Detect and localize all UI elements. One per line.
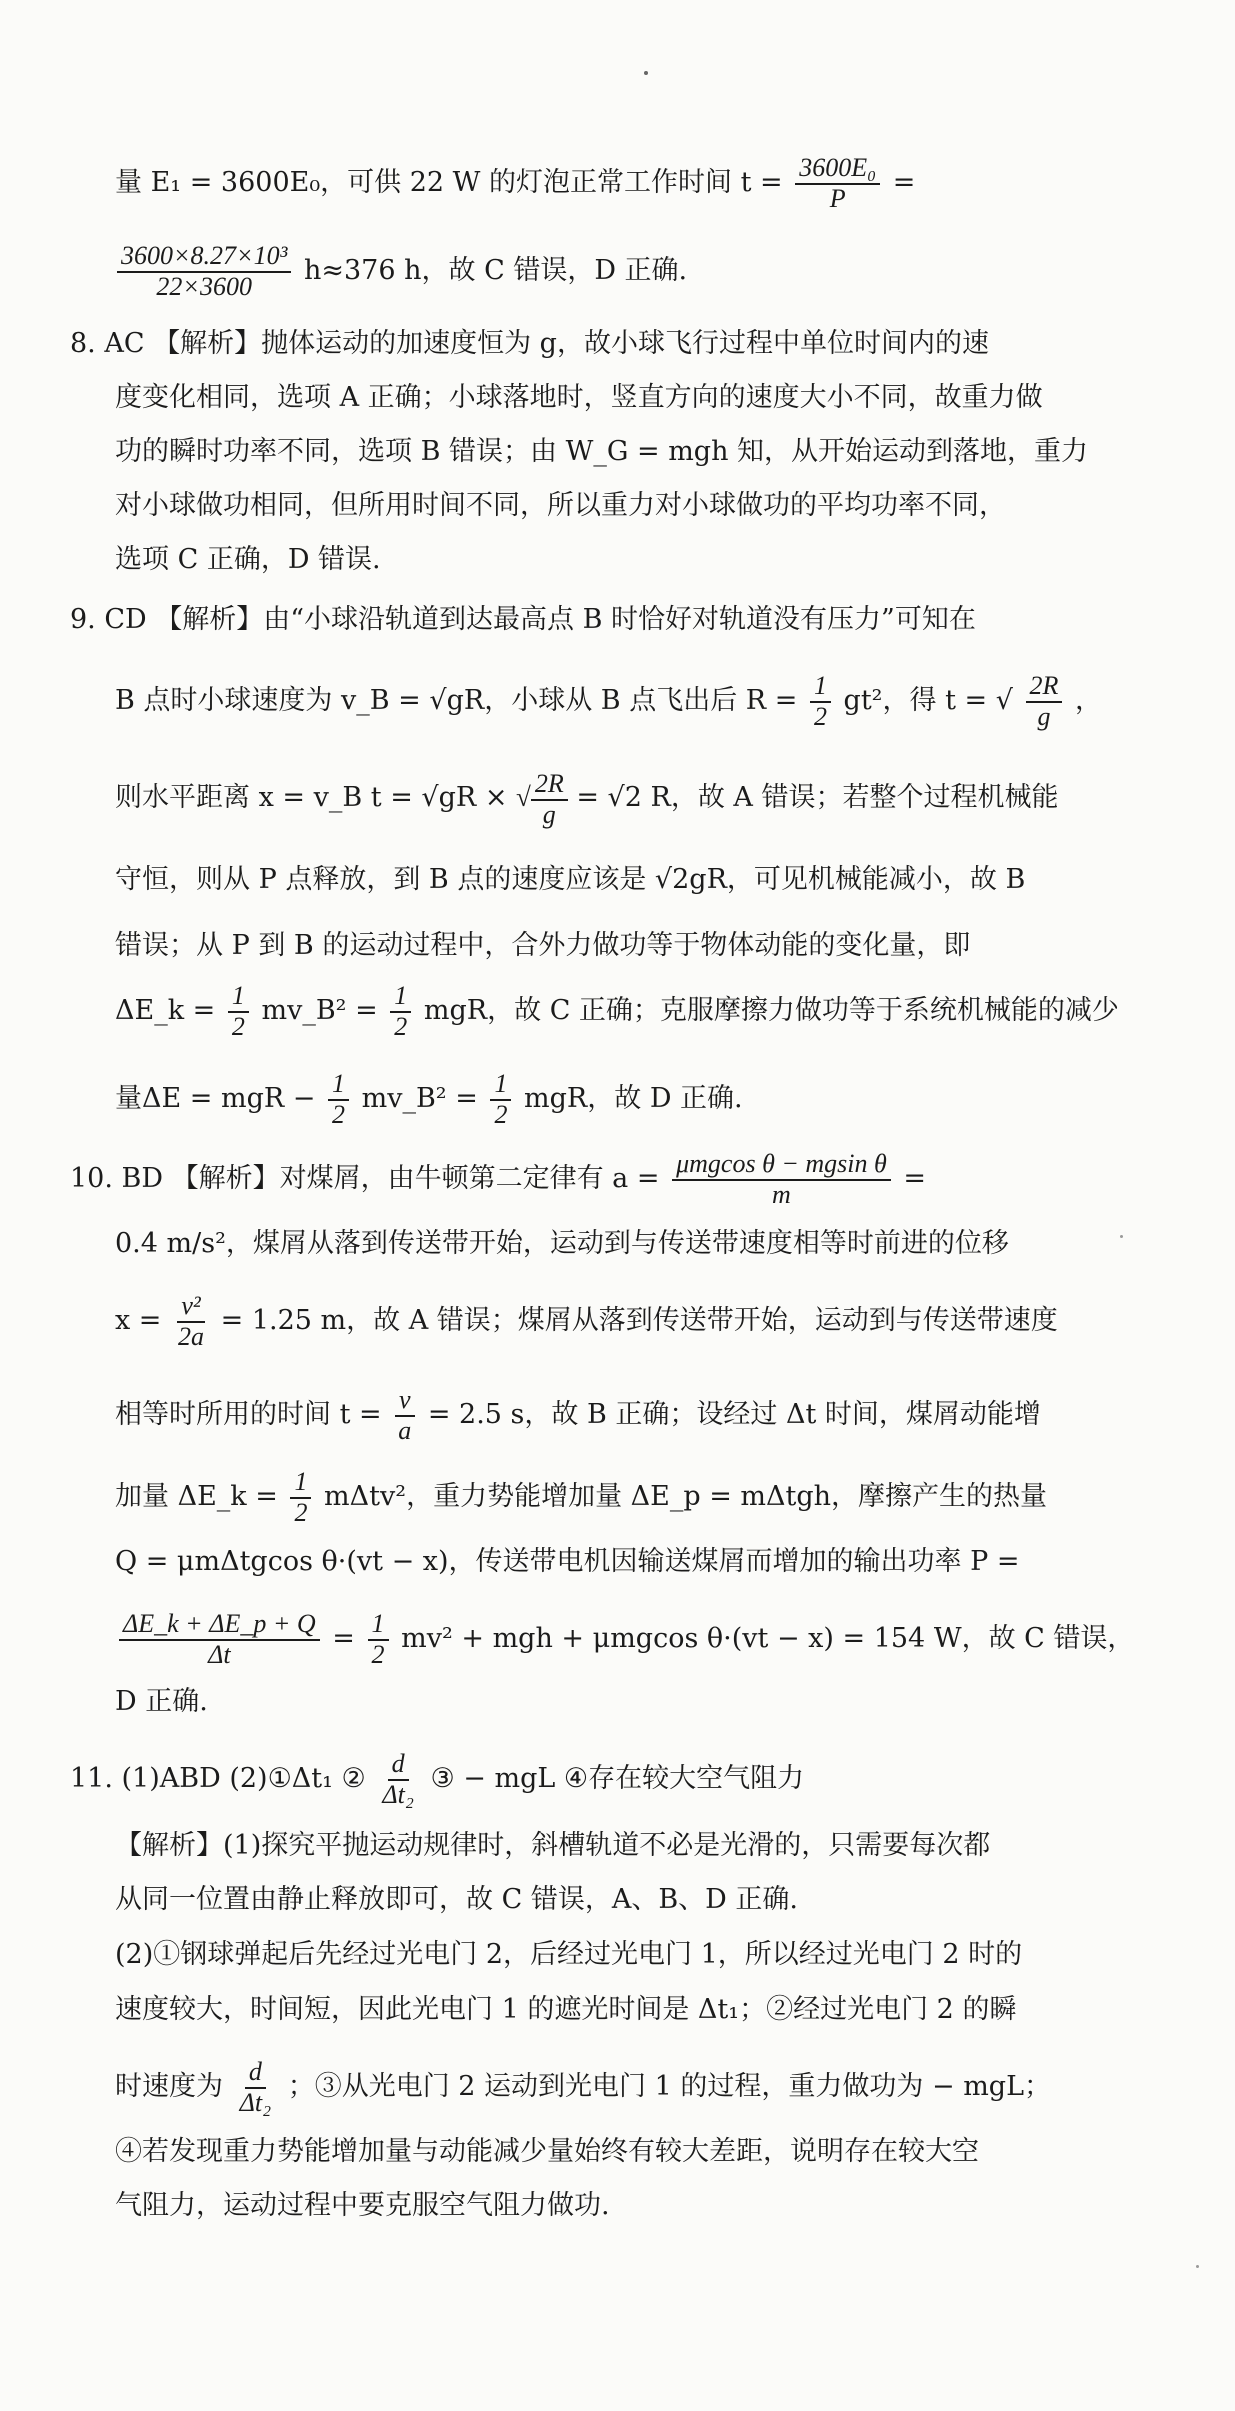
fraction: $\frac{d}{\text{Δt₂}}$ [239, 2057, 272, 2117]
question-8-line: 8. AC 【解析】抛体运动的加速度恒为 g，故小球飞行过程中单位时间内的速 [70, 328, 989, 359]
text-line: 量ΔE = mgR − $\frac{1}{2}$ mv_B² = $\frac{1}{2}$ mgR，故 D 正确. [115, 1069, 743, 1129]
text-line: 功的瞬时功率不同，选项 B 错误；由 W_G = mgh 知，从开始运动到落地，重力 [115, 436, 1089, 467]
text-line: ΔE_k = $\frac{1}{2}$ mv_B² = $\frac{1}{2}$ mgR，故 C 正确；克服摩擦力做功等于系统机械能的减少 [115, 981, 1119, 1041]
text-line: $\frac{\Delta E\_k + \Delta E\_p + Q}{\Delta t}$ = $\frac{1}{2}$ mv² + mgh + μmgcos θ·(vt − x) = 154 W，故 C 错误， [115, 1610, 1134, 1669]
text-line: 0.4 m/s²，煤屑从落到传送带开始，运动到与传送带速度相等时前进的位移 [115, 1228, 1009, 1259]
fraction: $\frac{1}{2}$ [390, 982, 411, 1041]
text-line: 对小球做功相同，但所用时间不同，所以重力对小球做功的平均功率不同， [115, 490, 1006, 521]
fraction: $\frac{2R}{g}$ [1026, 672, 1063, 731]
scan-speck [1196, 2265, 1199, 2268]
text-line: 则水平距离 x = v_B t = √gR × √ $\frac{2R}{g}$ = √2 R，故 A 错误；若整个过程机械能 [115, 769, 1059, 829]
fraction: $\frac{1}{2}$ [810, 672, 831, 731]
text-line: 从同一位置由静止释放即可，故 C 错误，A、B、D 正确. [115, 1884, 798, 1915]
fraction: $\frac{\text{3600×8.27×10³}}{22\times 3600}$ [117, 242, 291, 301]
text-line: 错误；从 P 到 B 的运动过程中，合外力做功等于物体动能的变化量，即 [115, 930, 971, 961]
scan-speck [1120, 1235, 1123, 1238]
question-10-line: 10. BD 【解析】对煤屑，由牛顿第二定律有 a = $\frac{\text{μmgcos θ − mgsin θ}}{m}$ = [70, 1149, 926, 1209]
fraction: $\frac{v}{a}$ [394, 1386, 415, 1445]
question-9-line: 9. CD 【解析】由“小球沿轨道到达最高点 B 时恰好对轨道没有压力”可知在 [70, 604, 976, 635]
fraction: $\frac{\text{μmgcos θ − mgsin θ}}{m}$ [672, 1150, 891, 1209]
text-line: 量 E₁ = 3600E₀，可供 22 W 的灯泡正常工作时间 t = $\frac{\text{3600E₀}}{P}$ = [115, 153, 916, 213]
question-11-line: 11. (1)ABD (2)①Δt₁ ② $\frac{d}{\text{Δt₂}}$ ③ − mgL ④存在较大空气阻力 [70, 1749, 805, 1809]
fraction: $\frac{\text{3600E₀}}{P}$ [795, 154, 880, 213]
square-root: √ $\frac{2R}{g}$ [516, 782, 568, 812]
text-line: $\frac{\text{3600×8.27×10³}}{22\times 3600}$ h≈376 h，故 C 错误，D 正确. [113, 242, 687, 301]
fraction: $\frac{1}{2}$ [328, 1070, 349, 1129]
text-line: 度变化相同，选项 A 正确；小球落地时，竖直方向的速度大小不同，故重力做 [115, 382, 1043, 413]
text-line: 速度较大，时间短，因此光电门 1 的遮光时间是 Δt₁；②经过光电门 2 的瞬 [115, 1994, 1017, 2025]
text-line: (2)①钢球弹起后先经过光电门 2，后经过光电门 1，所以经过光电门 2 时的 [115, 1939, 1023, 1970]
text-line: 气阻力，运动过程中要克服空气阻力做功. [115, 2190, 610, 2221]
fraction: $\frac{1}{2}$ [290, 1468, 311, 1527]
text-line: 时速度为 $\frac{d}{\text{Δt₂}}$ ；③从光电门 2 运动到光电门 1 的过程，重力做功为 − mgL； [115, 2057, 1052, 2117]
text-line: Q = μmΔtgcos θ·(vt − x)，传送带电机因输送煤屑而增加的输出功率 P = [115, 1546, 1020, 1577]
text-line: 选项 C 正确，D 错误. [115, 544, 381, 575]
text-line: D 正确. [115, 1686, 208, 1717]
fraction: $\frac{\text{v²}}{2a}$ [178, 1291, 205, 1351]
text-line: x = $\frac{\text{v²}}{2a}$ = 1.25 m，故 A 错误；煤屑从落到传送带开始，运动到与传送带速度 [115, 1291, 1058, 1351]
text-line: 相等时所用的时间 t = $\frac{v}{a}$ = 2.5 s，故 B 正确；设经过 Δt 时间，煤屑动能增 [115, 1385, 1041, 1445]
text-line: 守恒，则从 P 点释放，到 B 点的速度应该是 √2gR，可见机械能减小，故 B [115, 864, 1026, 895]
fraction: $\frac{\Delta E\_k + \Delta E\_p + Q}{\Delta t}$ [119, 1610, 320, 1669]
text-line: 加量 ΔE_k = $\frac{1}{2}$ mΔtv²，重力势能增加量 ΔE_p = mΔtgh，摩擦产生的热量 [115, 1467, 1048, 1527]
fraction: $\frac{1}{2}$ [228, 982, 249, 1041]
fraction: $\frac{d}{\text{Δt₂}}$ [382, 1749, 414, 1809]
scan-dot [644, 71, 648, 75]
fraction: $\frac{1}{2}$ [368, 1610, 389, 1669]
fraction: $\frac{1}{2}$ [490, 1070, 511, 1129]
text-line: ④若发现重力势能增加量与动能减少量始终有较大差距，说明存在较大空 [115, 2136, 979, 2167]
text-line: 【解析】(1)探究平抛运动规律时，斜槽轨道不必是光滑的，只需要每次都 [115, 1830, 991, 1861]
text-line: B 点时小球速度为 v_B = √gR，小球从 B 点飞出后 R = $\frac{1}{2}$ gt²，得 t = √ $\frac{2R}{g}$ ， [115, 671, 1102, 731]
